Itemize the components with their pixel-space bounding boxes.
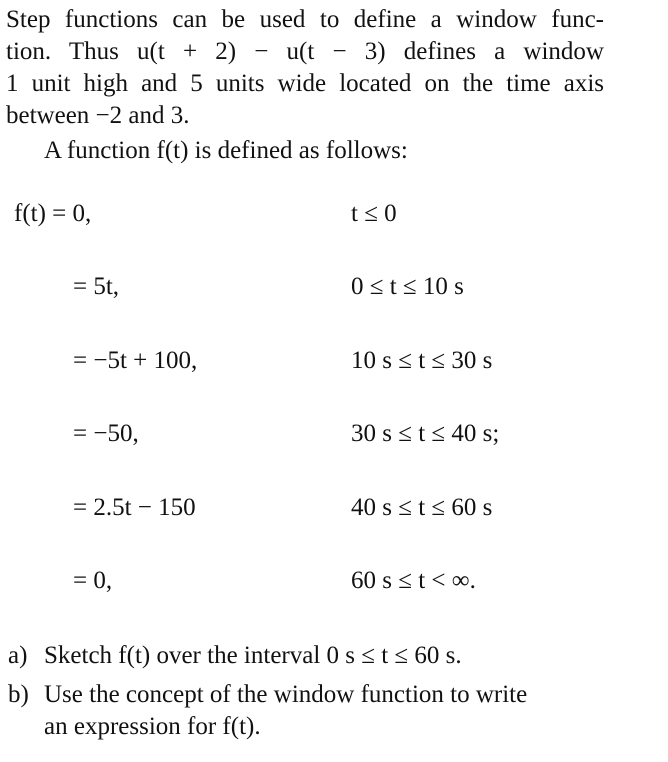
intro-line-2: tion. Thus u(t + 2) − u(t − 3) defines a window [6,38,604,65]
piecewise-expression: = 5t, [73,273,120,300]
piecewise-row [0,345,668,377]
piecewise-row [0,418,668,450]
intro-line-1: Step functions can be used to define a window func- [6,6,604,33]
piecewise-range: 0 ≤ t ≤ 10 s [351,273,464,300]
piecewise-expression: = −50, [73,420,139,447]
piecewise-range: t ≤ 0 [351,200,397,227]
question-label: a) [8,642,28,669]
intro-paragraph [6,4,604,132]
piecewise-range: 40 s ≤ t ≤ 60 s [351,494,493,521]
intro-line-4: between −2 and 3. [6,102,190,129]
question-label: b) [8,681,29,708]
piecewise-row [0,271,668,303]
piecewise-row [0,565,668,597]
question-text: Use the concept of the window function to write [44,681,528,708]
piecewise-expression: f(t) = 0, [14,200,92,227]
piecewise-expression: = 0, [73,567,113,594]
piecewise-range: 30 s ≤ t ≤ 40 s; [351,420,500,447]
piecewise-expression: = 2.5t − 150 [73,494,196,521]
question-b [8,679,608,743]
question-continuation: an expression for f(t). [44,713,261,740]
intro-line-3: 1 unit high and 5 units wide located on the time axis [6,70,604,97]
piecewise-expression: = −5t + 100, [73,347,198,374]
definition-line: A function f(t) is defined as follows: [44,137,408,164]
piecewise-range: 10 s ≤ t ≤ 30 s [351,347,493,374]
piecewise-row [0,198,668,230]
question-a [8,640,608,672]
piecewise-row [0,492,668,524]
piecewise-range: 60 s ≤ t < ∞. [351,567,476,594]
question-text: Sketch f(t) over the interval 0 s ≤ t ≤ 60 s. [44,642,462,669]
